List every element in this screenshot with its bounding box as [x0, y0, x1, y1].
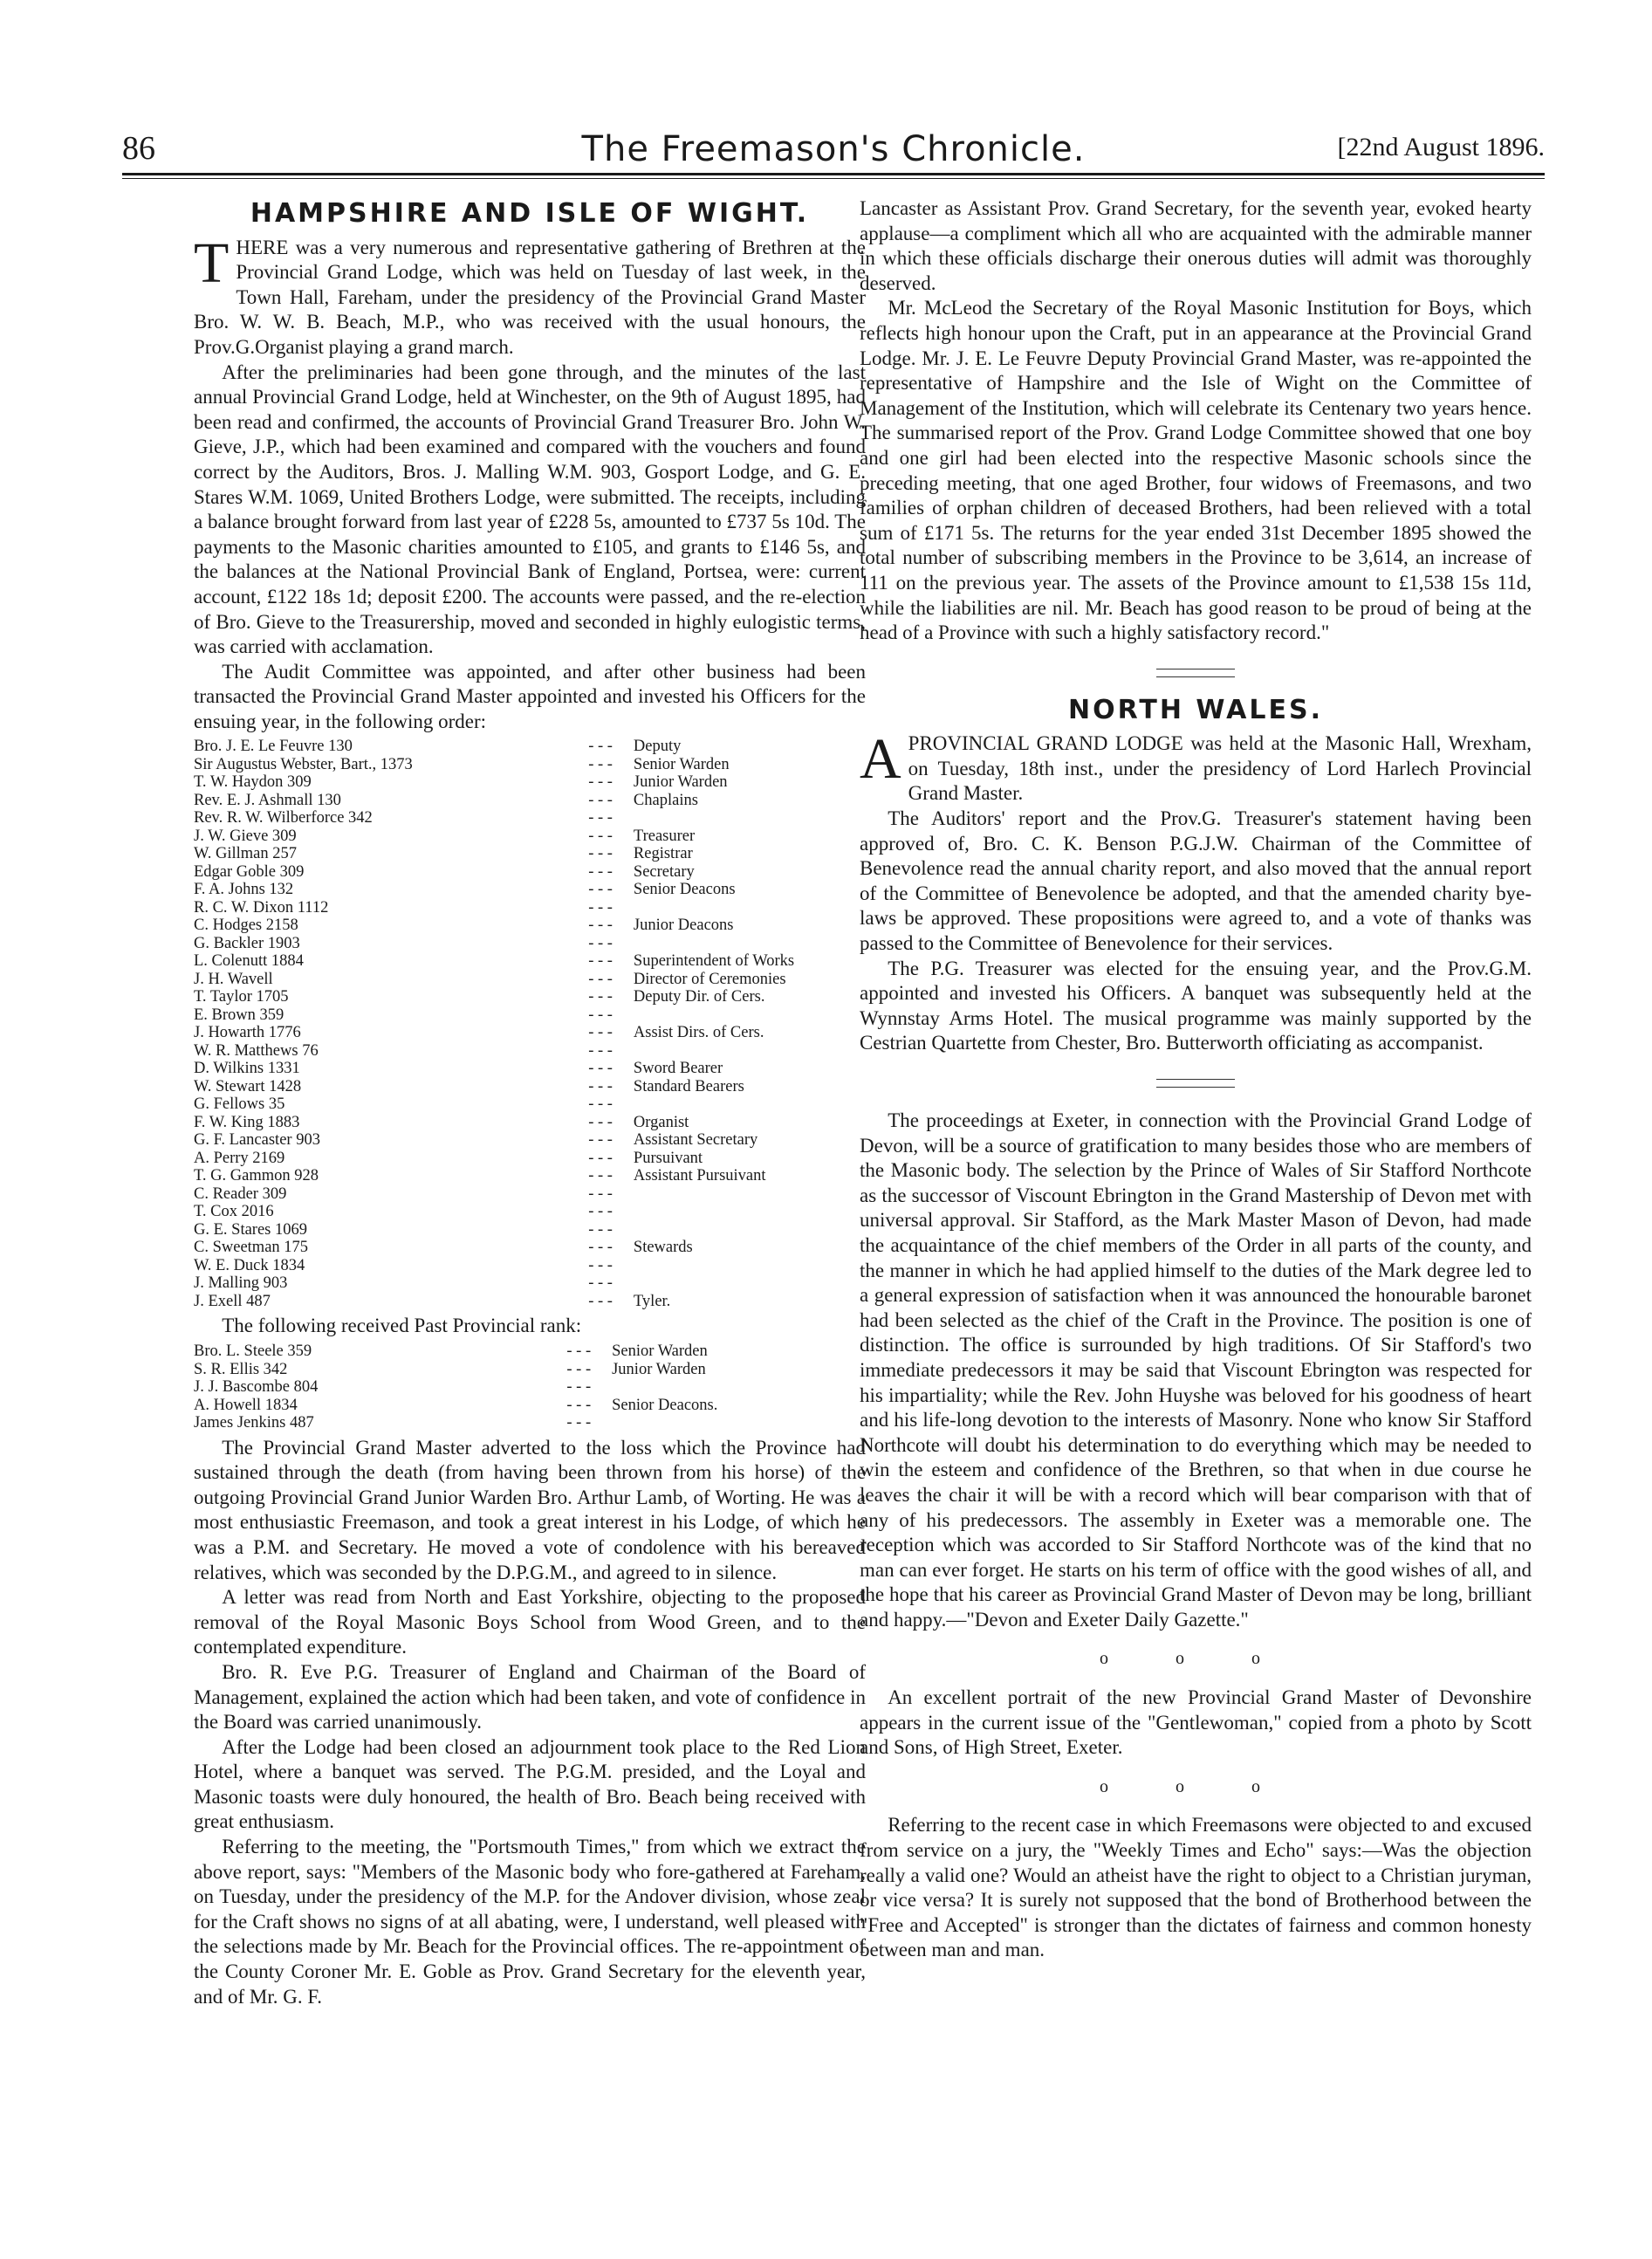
- officer-row: [194, 756, 866, 774]
- officer-office: Registrar: [633, 845, 693, 863]
- leader-dots: - - -: [588, 809, 613, 827]
- officer-row: [194, 1042, 866, 1061]
- leader-dots: - - -: [588, 1131, 613, 1150]
- left-column: [194, 196, 866, 2009]
- officer-name: Rev. R. W. Wilberforce 342: [194, 809, 373, 827]
- devon-paragraph-1: The proceedings at Exeter, in connection with the Provincial Grand Lodge of Devon, will be a source of gratification to many besides those who are members of the Masonic body. The selection by the Prince of Wales of Sir Stafford Northcote as the successor of Viscount Ebrington in the Grand Mastership of Devon met with universal approval. Sir Stafford, as the Mark Master Mason of Devon, had made the acquaintance of the chief members of the Order in all parts of the county, and the manner in which he had applied himself to the duties of the Mark degree led to a general expression of satisfaction when it was announced the honourable baronet had been selected as the chief of the Craft in the Province. The position is one of distinction. The office is surrounded by high traditions. Of Sir Stafford's two immediate predecessors it may be said that Viscount Ebrington was respected for his impartiality; while the Rev. John Huyshe was beloved for his goodness of heart and his life-long devotion to the interests of Masonry. None who know Sir Stafford Northcote will doubt his determination to do everything which may be needed to win the esteem and confidence of the Brethren, so that when in due course he leaves the chair it will be with a record which will bear comparison with that of any of his predecessors. The assembly in Exeter was a memorable one. The reception which was accorded to Sir Stafford Northcote was of the kind that no man can ever forget. He starts on his term of office with the good wishes of all, and the hope that his career as Provincial Grand Master of Devon may be long, brilliant and happy.—"Devon and Exeter Daily Gazette.": [860, 1109, 1532, 1631]
- officer-office: Senior Deacons.: [612, 1396, 718, 1414]
- officer-row: [194, 1167, 866, 1185]
- officer-name: T. Taylor 1705: [194, 988, 289, 1006]
- officer-row: [194, 1150, 866, 1168]
- officer-row: [194, 863, 866, 882]
- leader-dots: - - -: [588, 1256, 613, 1274]
- officer-office: [630, 1221, 866, 1239]
- hampshire-paragraph-7: After the Lodge had been closed an adjournment took place to the Red Lion Hotel, where a banquet was served. The P.G.M. presided, and the Loyal and Masonic toasts were duly honoured, the health of Bro. Beach being received with great enthusiasm.: [194, 1735, 866, 1833]
- officer-office: Assist Dirs. of Cers.: [633, 1024, 764, 1042]
- officer-name: Bro. J. E. Le Feuvre 130: [194, 738, 353, 756]
- north-wales-paragraph-2: The Auditors' report and the Prov.G. Treasurer's statement having been approved of, Bro. C. K. Benson P.G.J.W. Chairman of the Committee of Benevolence read the annual charity report, and also moved that the annual report of the Committee of Benevolence be adopted, and that the amended charity bye-laws be approved. These propositions were agreed to, and a vote of thanks was passed to the Committee of Benevolence for their services.: [860, 807, 1532, 955]
- officer-name: A. Perry 2169: [194, 1149, 285, 1167]
- officer-row: [194, 935, 866, 953]
- devon-paragraph-3: Referring to the recent case in which Freemasons were objected to and excused from service on a jury, the "Weekly Times and Echo" says:—Was the objection really a valid one? Would an atheist have the right to object to a Christian juryman, or vice versa? It is surely not supposed that the bond of Brotherhood between the "Free and Accepted" is stronger than the dictates of fairness and common honesty between man and man.: [860, 1814, 1532, 1961]
- officer-name: G. E. Stares 1069: [194, 1220, 307, 1239]
- officer-name: T. Cox 2016: [194, 1203, 274, 1221]
- leader-dots: - - -: [588, 1095, 613, 1114]
- leader-dots: - - -: [588, 827, 613, 845]
- officer-row: [194, 827, 866, 846]
- officer-row: [194, 1239, 866, 1257]
- officer-name: W. E. Duck 1834: [194, 1256, 305, 1274]
- header-rule: [122, 173, 1545, 175]
- hampshire-paragraph-2: After the preliminaries had been gone through, and the minutes of the last annual Provincial Grand Lodge, held at Winchester, on the 9th of August 1895, had been read and confirmed, the accounts of Provincial Grand Treasurer Bro. John W. Gieve, J.P., which had been examined and compared with the vouchers and found correct by the Auditors, Bros. J. Malling W.M. 903, Gosport Lodge, and G. E. Stares W.M. 1069, United Brothers Lodge, were submitted. The receipts, including a balance brought forward from last year of £228 5s, amounted to £737 5s 10d. The payments to the Masonic charities amounted to £105, and grants to £146 5s, and the balances at the National Provincial Bank of England, Portsea, were: current account, £122 18s 1d; deposit £200. The accounts were passed, and the re-election of Bro. Gieve to the Treasurership, moved and seconded in highly eulogistic terms, was carried with acclamation.: [194, 360, 866, 658]
- leader-dots: - - -: [588, 1024, 613, 1042]
- officer-office: Chaplains: [633, 791, 698, 809]
- leader-dots: - - -: [588, 1184, 613, 1203]
- leader-dots: - - -: [588, 755, 613, 773]
- officer-name: J. Exell 487: [194, 1292, 271, 1310]
- section-divider: [1156, 1079, 1235, 1080]
- journal-title: The Freemason's Chronicle.: [581, 129, 1086, 169]
- leader-dots: - - -: [566, 1378, 592, 1397]
- page-header: [122, 129, 1545, 168]
- officer-office: Director of Ceremonies: [633, 970, 786, 988]
- leader-dots: - - -: [588, 1167, 613, 1185]
- officer-name: W. Stewart 1428: [194, 1077, 302, 1095]
- leader-dots: - - -: [588, 738, 613, 756]
- officer-row: [194, 988, 866, 1006]
- officer-office: Senior Deacons: [633, 881, 736, 899]
- officer-name: Edgar Goble 309: [194, 862, 305, 881]
- north-wales-heading: NORTH WALES.: [1068, 694, 1323, 725]
- officer-row: [194, 1378, 866, 1397]
- officer-row: [194, 1078, 866, 1096]
- officer-row: [194, 1257, 866, 1275]
- leader-dots: - - -: [588, 1041, 613, 1060]
- hampshire-paragraph-5: A letter was read from North and East Yorkshire, objecting to the proposed removal of the Royal Masonic Boys School from Wood Green, and to the contemplated expenditure.: [194, 1586, 866, 1658]
- leader-dots: - - -: [566, 1360, 592, 1378]
- past-rank-list: [194, 1342, 866, 1432]
- officer-row: [194, 1361, 866, 1379]
- hampshire-paragraph-8: Referring to the meeting, the "Portsmouth Times," from which we extract the above report, says: "Members of the Masonic body who fore-gathered at Fareham, on Tuesday, under the presidency of the M.P. for the Andover division, whose zeal for the Craft shows no signs of at all abating, were, I understand, well pleased with the selections made by Mr. Beach for the Provincial offices. The re-appointment of the County Coroner Mr. E. Goble as Prov. Grand Secretary for the eleventh year, and of Mr. G. F.: [194, 1836, 866, 2008]
- leader-dots: - - -: [588, 988, 613, 1006]
- officer-name: F. W. King 1883: [194, 1113, 300, 1131]
- officer-office: Sword Bearer: [633, 1060, 723, 1078]
- north-wales-paragraph-3: The P.G. Treasurer was elected for the ensuing year, and the Prov.G.M. appointed and invested his Officers. A banquet was subsequently held at the Wynnstay Arms Hotel. The musical programme was mainly supported by the Cestrian Quartette from Chester, Bro. Butterworth officiating as accompanist.: [860, 957, 1532, 1054]
- leader-dots: - - -: [588, 1292, 613, 1310]
- leader-dots: - - -: [588, 934, 613, 952]
- hampshire-paragraph-4: The Provincial Grand Master adverted to the loss which the Province had sustained through the death (from having been thrown from his horse) of the outgoing Provincial Grand Junior Warden Bro. Arthur Lamb, of Worting. He was a most enthusiastic Freemason, and took a great interest in his Lodge, of which he was a P.M. and Secretary. He moved a vote of condolence with his bereaved relatives, which was seconded by the D.P.G.M., and agreed to in silence.: [194, 1436, 866, 1583]
- leader-dots: - - -: [588, 898, 613, 917]
- hampshire-paragraph-9: Lancaster as Assistant Prov. Grand Secretary, for the seventh year, evoked hearty applause—a compliment which all who are acquainted with the admirable manner in which these officials discharge their onerous duties will admit was thoroughly deserved.: [860, 197, 1532, 294]
- officer-name: G. F. Lancaster 903: [194, 1131, 320, 1150]
- officer-name: F. A. Johns 132: [194, 881, 294, 899]
- officer-row: [194, 792, 866, 810]
- leader-dots: - - -: [588, 1113, 613, 1131]
- officer-office: Tyler.: [633, 1292, 671, 1310]
- officer-office: Secretary: [633, 862, 695, 881]
- officer-office: [630, 935, 866, 953]
- officer-office: Stewards: [633, 1239, 693, 1257]
- officer-name: D. Wilkins 1331: [194, 1060, 300, 1078]
- hampshire-heading: HAMPSHIRE AND ISLE OF WIGHT.: [250, 198, 810, 229]
- officer-office: Organist: [633, 1113, 689, 1131]
- officer-office: [630, 1274, 866, 1293]
- leader-dots: - - -: [566, 1342, 592, 1361]
- officer-row: [194, 1342, 866, 1361]
- officer-name: T. G. Gammon 928: [194, 1167, 319, 1185]
- devon-paragraph-2: An excellent portrait of the new Provincial Grand Master of Devonshire appears in the current issue of the "Gentlewoman," copied from a photo by Scott and Sons, of High Street, Exeter.: [860, 1686, 1532, 1759]
- officer-row: [194, 971, 866, 989]
- drop-cap: A: [860, 727, 901, 792]
- officer-row: [194, 1006, 866, 1025]
- officer-row: [194, 1203, 866, 1221]
- officer-office: [608, 1378, 866, 1397]
- officer-office: Junior Warden: [612, 1360, 706, 1378]
- officer-row: [194, 1060, 866, 1078]
- officer-name: C. Reader 309: [194, 1184, 287, 1203]
- leader-dots: - - -: [588, 791, 613, 809]
- officer-office: Junior Warden: [633, 773, 728, 792]
- officer-office: Assistant Pursuivant: [633, 1167, 766, 1185]
- leader-dots: - - -: [588, 1006, 613, 1024]
- leader-dots: - - -: [588, 1274, 613, 1293]
- officer-row: [194, 845, 866, 863]
- page-number: 86: [122, 130, 155, 167]
- officer-row: [194, 899, 866, 917]
- officer-row: [194, 1274, 866, 1293]
- officer-row: [194, 1131, 866, 1150]
- leader-dots: - - -: [566, 1396, 592, 1414]
- leader-dots: - - -: [588, 1077, 613, 1095]
- officer-name: J. W. Gieve 309: [194, 827, 297, 845]
- officer-office: Senior Warden: [633, 755, 730, 773]
- leader-dots: - - -: [588, 862, 613, 881]
- officer-row: [194, 1293, 866, 1311]
- drop-cap: T: [194, 230, 230, 295]
- officer-name: E. Brown 359: [194, 1006, 284, 1024]
- officer-name: Sir Augustus Webster, Bart., 1373: [194, 755, 413, 773]
- officer-name: T. W. Haydon 309: [194, 773, 312, 792]
- right-column: [860, 196, 1532, 1963]
- officer-row: [194, 1114, 866, 1132]
- ornament-dots: o o o: [1100, 1649, 1292, 1669]
- officer-name: R. C. W. Dixon 1112: [194, 898, 329, 917]
- hampshire-paragraph-10: Mr. McLeod the Secretary of the Royal Masonic Institution for Boys, which reflects high honour upon the Craft, put in an appearance at the Provincial Grand Lodge. Mr. J. E. Le Feuvre Deputy Provincial Grand Master, was re-appointed the representative of Hampshire and the Isle of Wight on the Committee of Management of the Institution, which will celebrate its Centenary two years hence. The summarised report of the Prov. Grand Lodge Committee showed that one boy and one girl had been elected into the respective Masonic schools since the preceding meeting, that one aged Brother, four widows of Freemasons, and two families of orphan children of deceased Brothers, had been relieved with a total sum of £171 5s. The returns for the year ended 31st December 1895 showed the total number of subscribing members in the Province to be 3,614, an increase of 111 on the previous year. The assets of the Province amount to £1,538 15s 11d, while the liabilities are nil. Mr. Beach has good reason to be proud of being at the head of a Province with such a highly satisfactory record.": [860, 297, 1532, 644]
- officer-office: Assistant Secretary: [633, 1131, 758, 1150]
- issue-date: [22nd August 1896.: [1337, 133, 1545, 161]
- officer-office: Senior Warden: [612, 1342, 708, 1361]
- officer-row: [194, 1414, 866, 1432]
- hampshire-paragraph-6: Bro. R. Eve P.G. Treasurer of England and Chairman of the Board of Management, explained the action which had been taken, and vote of confidence in the Board was carried unanimously.: [194, 1660, 866, 1734]
- officer-name: J. Malling 903: [194, 1274, 288, 1293]
- officer-name: G. Fellows 35: [194, 1095, 285, 1114]
- officer-name: Bro. L. Steele 359: [194, 1342, 312, 1361]
- leader-dots: - - -: [588, 1203, 613, 1221]
- leader-dots: - - -: [588, 1149, 613, 1167]
- officer-row: [194, 1397, 866, 1415]
- officer-row: [194, 1221, 866, 1239]
- officer-name: W. R. Matthews 76: [194, 1041, 319, 1060]
- officer-name: A. Howell 1834: [194, 1396, 298, 1414]
- officer-office: [630, 1095, 866, 1114]
- section-divider: [1156, 676, 1235, 677]
- leader-dots: - - -: [588, 917, 613, 935]
- leader-dots: - - -: [588, 881, 613, 899]
- officer-name: W. Gillman 257: [194, 845, 298, 863]
- officer-office: [630, 1203, 866, 1221]
- officers-list: [194, 738, 866, 1310]
- officer-row: [194, 952, 866, 971]
- hampshire-paragraph-1: THERE was a very numerous and representative gathering of Brethren at the Provincial Grand Lodge, which was held on Tuesday of last week, in the Town Hall, Fareham, under the presidency of the Provincial Grand Master Bro. W. W. B. Beach, M.P., who was received with the usual honours, the Prov.G.Organist playing a grand march.: [194, 230, 866, 358]
- leader-dots: - - -: [588, 845, 613, 863]
- ornament-dots: o o o: [1100, 1776, 1292, 1796]
- officer-office: Superintendent of Works: [633, 952, 795, 971]
- header-rule-thin: [122, 178, 1545, 179]
- leader-dots: - - -: [566, 1414, 592, 1432]
- officer-office: Junior Deacons: [633, 917, 734, 935]
- officer-office: Treasurer: [633, 827, 696, 845]
- officer-name: J. H. Wavell: [194, 970, 273, 988]
- officer-name: C. Sweetman 175: [194, 1239, 309, 1257]
- officer-row: [194, 809, 866, 827]
- leader-dots: - - -: [588, 952, 613, 971]
- officer-name: James Jenkins 487: [194, 1414, 314, 1432]
- officer-name: L. Colenutt 1884: [194, 952, 304, 971]
- leader-dots: - - -: [588, 1060, 613, 1078]
- officer-name: J. J. Bascombe 804: [194, 1378, 319, 1397]
- hampshire-paragraph-3: The Audit Committee was appointed, and after other business had been transacted the Provincial Grand Master appointed and invested his Officers for the ensuing year, in the following order:: [194, 660, 866, 732]
- officer-row: [194, 773, 866, 792]
- officer-name: S. R. Ellis 342: [194, 1360, 288, 1378]
- officer-name: J. Howarth 1776: [194, 1024, 301, 1042]
- officer-office: [630, 1042, 866, 1061]
- officer-office: [608, 1414, 866, 1432]
- officer-office: [630, 1257, 866, 1275]
- officer-office: Deputy Dir. of Cers.: [633, 988, 765, 1006]
- section-divider: [1156, 1087, 1235, 1088]
- officer-office: [630, 1185, 866, 1204]
- officer-office: Standard Bearers: [633, 1077, 744, 1095]
- past-rank-intro: The following received Past Provincial rank:: [222, 1315, 582, 1337]
- north-wales-paragraph-1: APROVINCIAL GRAND LODGE was held at the Masonic Hall, Wrexham, on Tuesday, 18th inst., under the presidency of Lord Harlech Provincial Grand Master.: [860, 727, 1532, 805]
- officer-office: Deputy: [633, 738, 682, 756]
- leader-dots: - - -: [588, 773, 613, 792]
- officer-name: G. Backler 1903: [194, 934, 300, 952]
- officer-row: [194, 1024, 866, 1042]
- officer-office: [630, 899, 866, 917]
- officer-row: [194, 738, 866, 756]
- officer-name: C. Hodges 2158: [194, 917, 298, 935]
- officer-office: [630, 809, 866, 827]
- leader-dots: - - -: [588, 1220, 613, 1239]
- officer-row: [194, 881, 866, 899]
- leader-dots: - - -: [588, 1239, 613, 1257]
- officer-office: [630, 1006, 866, 1025]
- officer-row: [194, 917, 866, 935]
- officer-office: Pursuivant: [633, 1149, 703, 1167]
- officer-row: [194, 1095, 866, 1114]
- leader-dots: - - -: [588, 970, 613, 988]
- officer-row: [194, 1185, 866, 1204]
- officer-name: Rev. E. J. Ashmall 130: [194, 791, 341, 809]
